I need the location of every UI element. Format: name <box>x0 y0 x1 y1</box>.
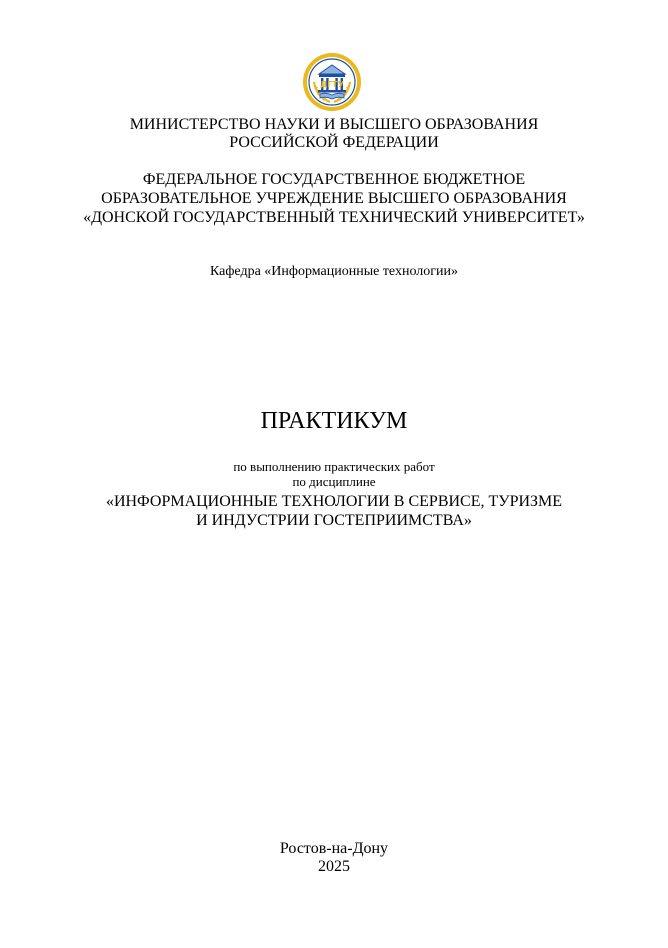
publication-year <box>0 858 668 876</box>
institution-name <box>0 170 668 227</box>
ministry-line: МИНИСТЕРСТВО НАУКИ И ВЫСШЕГО ОБРАЗОВАНИЯ <box>129 116 539 133</box>
document-subtitle <box>0 459 668 489</box>
institution-line: ФЕДЕРАЛЬНОЕ ГОСУДАРСТВЕННОЕ БЮДЖЕТНОЕ <box>142 171 526 188</box>
institution-line: «ДОНСКОЙ ГОСУДАРСТВЕННЫЙ ТЕХНИЧЕСКИЙ УНИВЕРСИТЕТ» <box>83 209 585 226</box>
city-text: Ростов-на-Дону <box>279 840 389 857</box>
subtitle-line: по дисциплине <box>292 474 376 489</box>
document-title <box>0 407 668 435</box>
year-text: 2025 <box>318 858 350 875</box>
discipline-line: «ИНФОРМАЦИОННЫЕ ТЕХНОЛОГИИ В СЕРВИСЕ, ТУРИЗМЕ <box>105 493 563 510</box>
ministry-name <box>0 116 668 152</box>
discipline-name <box>0 492 668 530</box>
department-line: Кафедра «Информационные технологии» <box>209 264 458 279</box>
logo-lettering: ДГТУ <box>320 80 344 89</box>
discipline-line: И ИНДУСТРИИ ГОСТЕПРИИМСТВА» <box>196 512 472 529</box>
document-title-text: ПРАКТИКУМ <box>260 408 408 434</box>
institution-line: ОБРАЗОВАТЕЛЬНОЕ УЧРЕЖДЕНИЕ ВЫСШЕГО ОБРАЗОВАНИЯ <box>101 190 567 207</box>
department-name <box>0 264 668 280</box>
university-logo-icon <box>302 52 362 112</box>
ministry-line: РОССИЙСКОЙ ФЕДЕРАЦИИ <box>229 134 439 151</box>
publication-city <box>0 840 668 858</box>
subtitle-line: по выполнению практических работ <box>233 459 435 474</box>
